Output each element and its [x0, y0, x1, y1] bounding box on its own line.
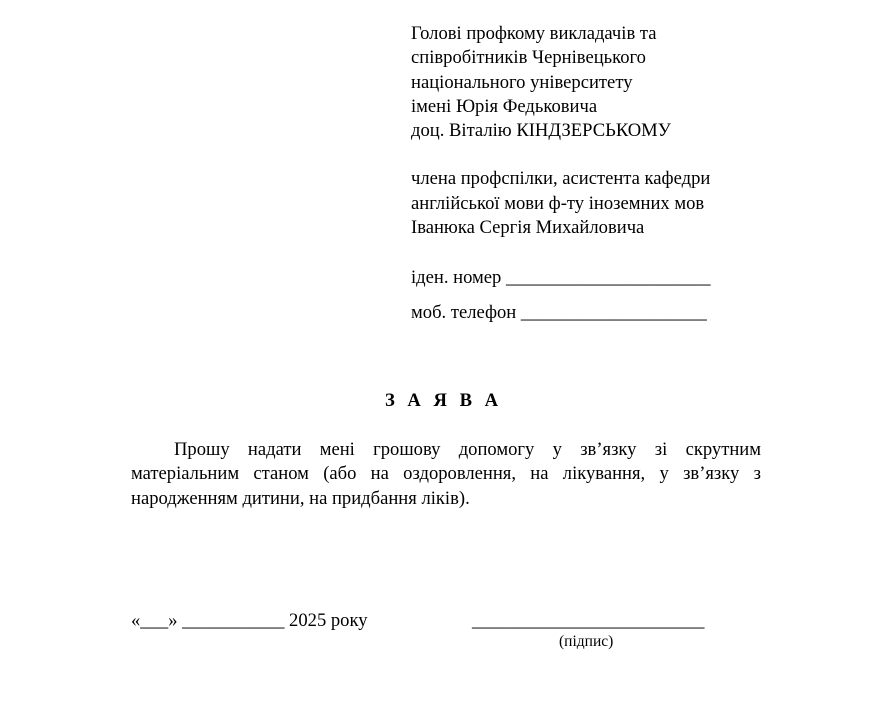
addressee-line-5: доц. Віталію КІНДЗЕРСЬКОМУ: [411, 120, 671, 142]
signature-caption: (підпис): [559, 633, 614, 650]
application-body-text: Прошу надати мені грошову допомогу у зв’язку зі скрутним матеріальним станом (або на оздоровлення, на лікування, у зв’язку з народженням дитини, на придбання ліків).: [131, 439, 761, 509]
signature-line: _________________________: [472, 610, 705, 631]
applicant-line-2: англійської мови ф-ту іноземних мов: [411, 192, 705, 214]
addressee-block: [411, 22, 811, 325]
addressee-line-3: національного університету: [411, 71, 633, 93]
applicant-line-1: члена профспілки, асистента кафедри: [411, 168, 711, 190]
applicant-line-3: Іванюка Сергія Михайловича: [411, 217, 645, 239]
addressee-line-1: Голові профкому викладачів та: [411, 23, 657, 44]
addressee-line-2: співробітників Чернівецького: [411, 47, 646, 69]
id-number-field: іден. номер ______________________: [411, 267, 711, 289]
phone-field: моб. телефон ____________________: [411, 301, 707, 323]
applicant-block: [411, 167, 811, 240]
addressee-line-4: імені Юрія Федьковича: [411, 95, 598, 117]
document-title: З А Я В А: [384, 390, 503, 411]
date-line: «___» ___________ 2025 року: [131, 610, 368, 631]
